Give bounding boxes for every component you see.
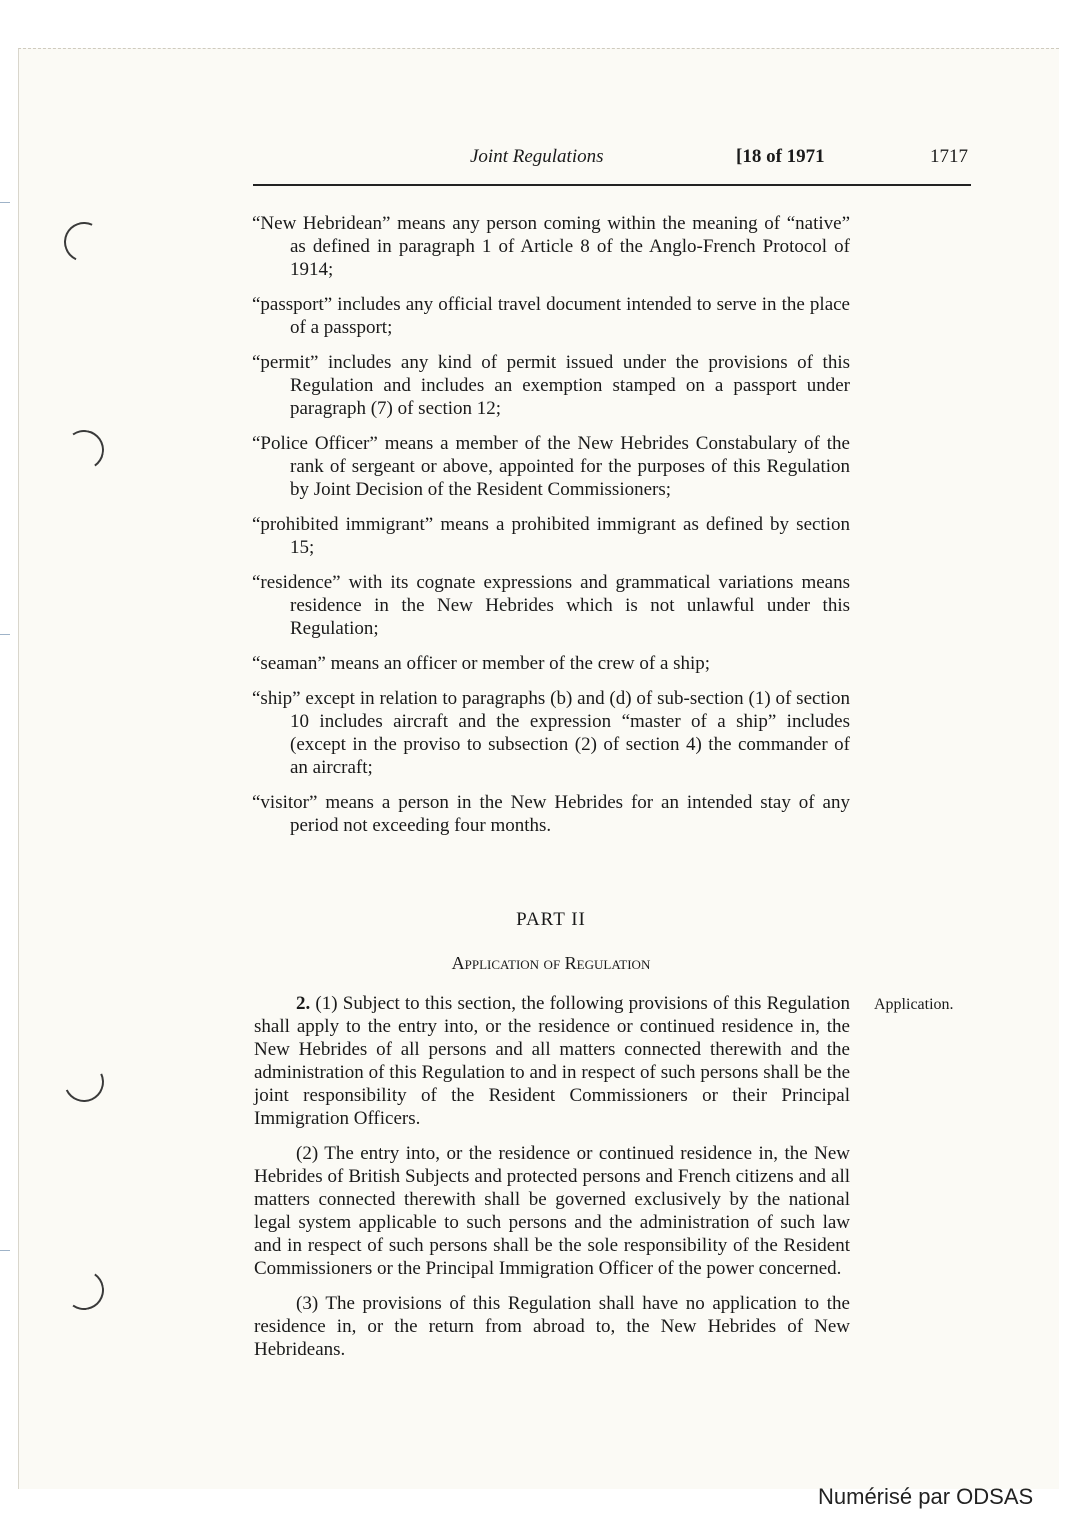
paragraph-text: (1) Subject to this section, the following provisions of this Regulation shall apply to the entry into, or the residence or continued residence in, the New Hebrides of all persons and all matters connected therewith and the administration of this Regulation to and in respect of such persons shall be the joint responsibility of the Resident Commissioners or their Principal Immigration Officers. <box>254 993 850 1129</box>
header-rule <box>253 184 971 186</box>
definition-passport: “passport” includes any official travel document intended to serve in the place of a passport; <box>252 294 850 338</box>
part-subheading: Application of Regulation <box>451 953 651 973</box>
running-header-title: Joint Regulations <box>470 146 604 167</box>
margin-note: Application. <box>874 996 954 1013</box>
scan-edge-mark <box>0 202 10 203</box>
definition-ship: “ship” except in relation to paragraphs (b) and (d) of sub-section (1) of section 10 includes aircraft and the expression “master of a ship” includes (except in the proviso to subsection (2) of section 4) the commander of an aircraft; <box>252 688 850 778</box>
section-paragraph-2: (2) The entry into, or the residence or continued residence in, the New Hebrides of British Subjects and protected persons and French citizens and all matters connected therewith shall be governed exclusively by the national legal system applicable to such persons and the administration of such law and in respect of such persons shall be the sole responsibility of the Resident Commissioners or the Principal Immigration Officer of the power concerned. <box>254 1143 850 1279</box>
definition-residence: “residence” with its cognate expressions and grammatical variations means residence in the New Hebrides which is not unlawful under this Regulation; <box>252 572 850 639</box>
section-paragraph-1 <box>254 992 850 1130</box>
definition-new-hebridean: “New Hebridean” means any person coming within the meaning of “native” as defined in paragraph 1 of Article 8 of the Anglo-French Protocol of 1914; <box>252 213 850 280</box>
definition-seaman: “seaman” means an officer or member of the crew of a ship; <box>252 653 711 674</box>
section-number: 2. <box>296 993 311 1014</box>
definition-visitor: “visitor” means a person in the New Hebrides for an intended stay of any period not exceeding four months. <box>252 792 850 836</box>
section-paragraph-3: (3) The provisions of this Regulation shall have no application to the residence in, or the return from abroad to, the New Hebrides of New Hebrideans. <box>254 1293 850 1360</box>
scan-edge-mark <box>0 1250 10 1251</box>
definition-police-officer: “Police Officer” means a member of the New Hebrides Constabulary of the rank of sergeant or above, appointed for the purposes of this Regulation by Joint Decision of the Resident Commissioners; <box>252 433 850 500</box>
section-2 <box>254 992 850 1373</box>
definition-prohibited-immigrant: “prohibited immigrant” means a prohibited immigrant as defined by section 15; <box>252 514 850 558</box>
running-header-reference: [18 of 1971 <box>736 146 825 167</box>
scan-edge-mark <box>0 634 10 635</box>
digitization-watermark: Numérisé par ODSAS <box>818 1484 1034 1509</box>
part-heading: PART II <box>516 909 586 930</box>
definition-permit: “permit” includes any kind of permit issued under the provisions of this Regulation and includes an exemption stamped on a passport under paragraph (7) of section 12; <box>252 352 850 419</box>
definitions-list <box>252 212 850 849</box>
page-number: 1717 <box>930 146 968 167</box>
